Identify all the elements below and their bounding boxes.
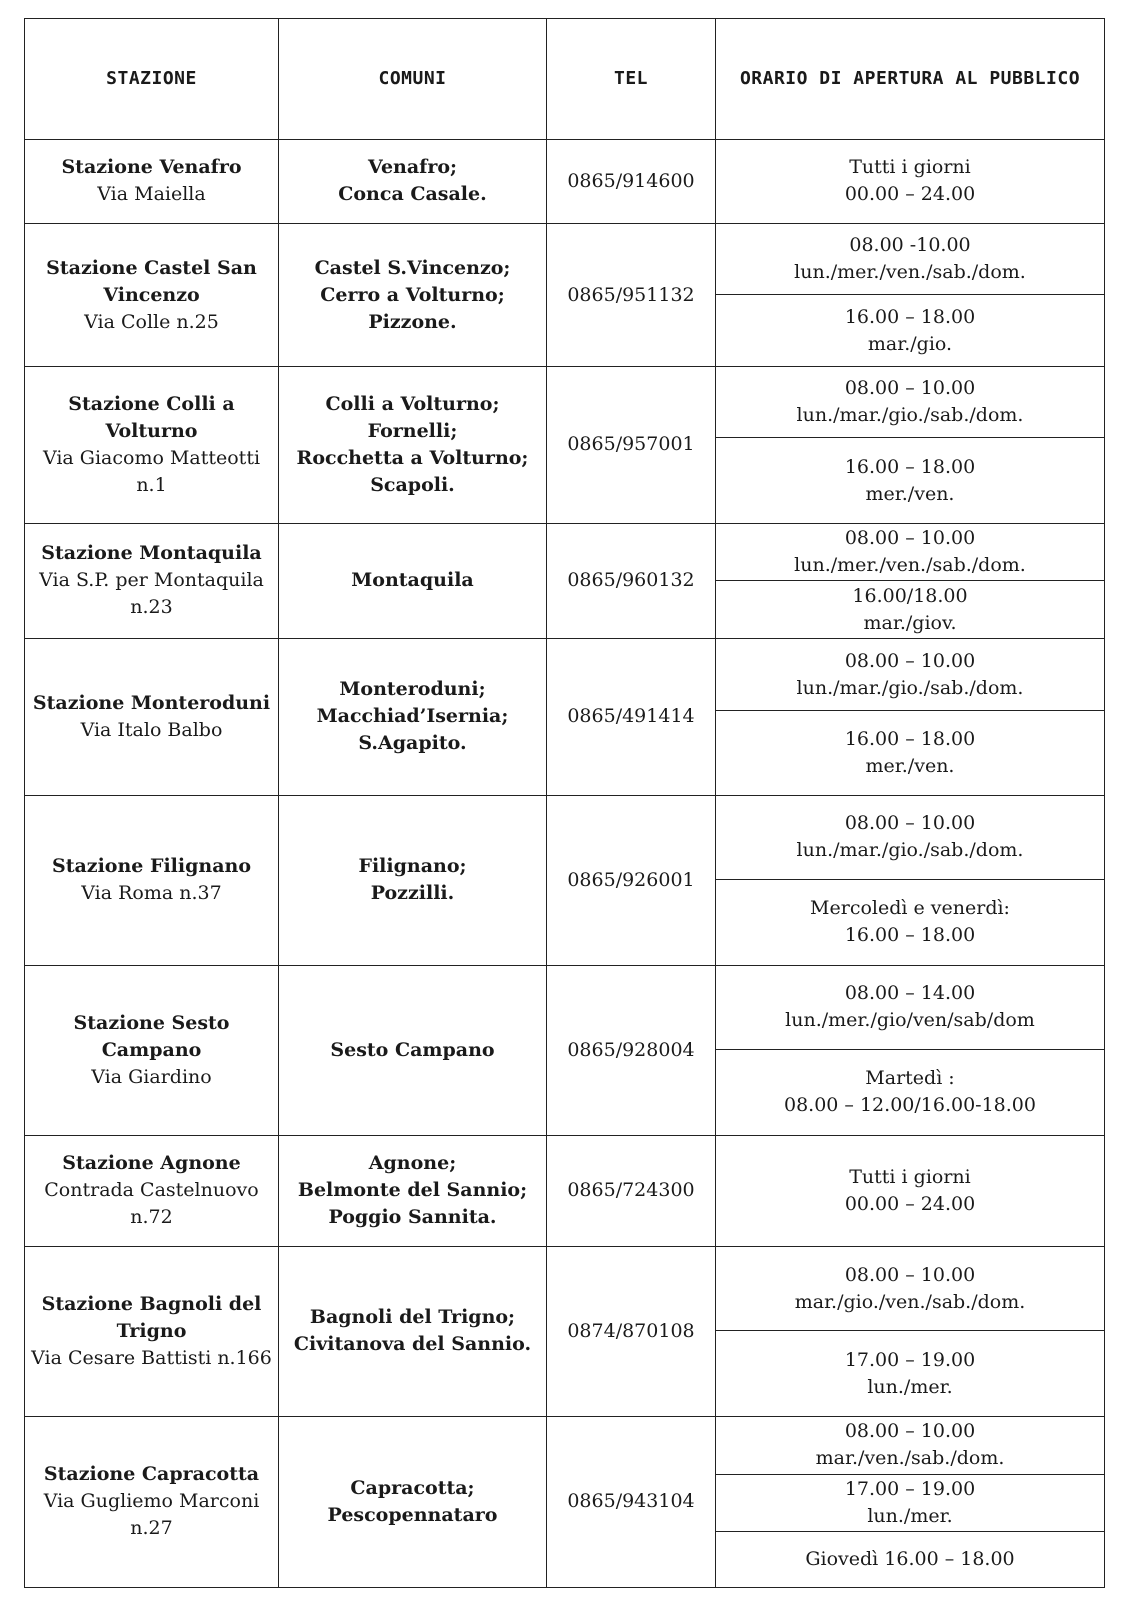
hours-line: 17.00 – 19.00 [844, 1477, 976, 1500]
hours-line: 08.00 – 10.00 [844, 377, 976, 400]
comune-name: Monteroduni; [339, 678, 486, 701]
station-cell [25, 139, 279, 223]
station-address: Via Maiella [97, 183, 206, 206]
hours-cell [716, 965, 1105, 1049]
hours-line: Giovedì 16.00 – 18.00 [805, 1548, 1015, 1571]
station-cell [25, 367, 279, 524]
comune-name: Belmonte del Sannio; [297, 1179, 528, 1202]
hours-line: Tutti i giorni [849, 156, 971, 179]
comune-name: Pozzilli. [370, 882, 455, 905]
hours-cell [716, 880, 1105, 966]
station-address: Contrada Castelnuovo n.72 [44, 1179, 259, 1229]
hours-cell [716, 1331, 1105, 1417]
tel-cell: 0874/870108 [547, 1246, 716, 1416]
header-orario: ORARIO DI APERTURA AL PUBBLICO [716, 19, 1105, 140]
hours-line: lun./mer./ven./sab./dom. [794, 261, 1026, 284]
hours-line: Mercoledì e venerdì: [810, 897, 1010, 920]
comune-name: Civitanova del Sannio. [293, 1333, 532, 1356]
hours-line: mar./ven./sab./dom. [815, 1447, 1005, 1470]
hours-line: mar./gio./ven./sab./dom. [794, 1290, 1026, 1313]
hours-line: lun./mar./gio./sab./dom. [796, 676, 1024, 699]
hours-cell [716, 295, 1105, 367]
station-name: Stazione Montaquila [41, 542, 262, 565]
station-address: Via Gugliemo Marconi n.27 [43, 1490, 260, 1540]
hours-line: Martedì : [865, 1067, 955, 1090]
comuni-cell [279, 224, 547, 367]
station-cell [25, 224, 279, 367]
station-name: Stazione Capracotta [43, 1463, 260, 1486]
hours-cell [716, 795, 1105, 879]
station-cell [25, 639, 279, 796]
comune-name: Fornelli; [367, 419, 458, 442]
hours-cell [716, 367, 1105, 438]
station-name: Stazione Agnone [62, 1152, 241, 1175]
comune-name: Agnone; [368, 1152, 457, 1175]
comune-name: Rocchetta a Volturno; [296, 446, 529, 469]
tel-cell: 0865/724300 [547, 1135, 716, 1246]
tel-cell: 0865/926001 [547, 795, 716, 965]
station-address: Via Roma n.37 [81, 882, 222, 905]
hours-line: 08.00 – 10.00 [844, 812, 976, 835]
hours-line: 16.00 – 18.00 [844, 924, 976, 947]
table-row [25, 1135, 1105, 1246]
station-address: Via Colle n.25 [84, 310, 219, 333]
tel-cell: 0865/957001 [547, 367, 716, 524]
hours-line: 08.00 – 10.00 [844, 1420, 976, 1443]
hours-line: 08.00 – 12.00/16.00-18.00 [784, 1094, 1036, 1117]
header-comuni: COMUNI [279, 19, 547, 140]
hours-line: 08.00 -10.00 [849, 234, 971, 257]
hours-cell [716, 1135, 1105, 1246]
hours-line: lun./mar./gio./sab./dom. [796, 404, 1024, 427]
hours-cell [716, 224, 1105, 295]
comune-name: Venafro; [367, 156, 458, 179]
comuni-cell [279, 1416, 547, 1587]
hours-cell [716, 438, 1105, 524]
hours-cell [716, 1416, 1105, 1474]
comune-name: Macchiad’Isernia; [316, 705, 509, 728]
station-address: Via Cesare Battisti n.166 [31, 1346, 272, 1369]
station-name: Stazione Monteroduni [32, 691, 271, 714]
hours-line: mar./giov. [863, 611, 957, 634]
comune-name: S.Agapito. [358, 732, 467, 755]
station-address: Via Italo Balbo [80, 718, 223, 741]
table-row [25, 1416, 1105, 1474]
comuni-cell [279, 1135, 547, 1246]
header-tel: TEL [547, 19, 716, 140]
station-name: Stazione Bagnoli del Trigno [41, 1292, 262, 1342]
hours-line: 16.00/18.00 [852, 584, 968, 607]
comune-name: Scapoli. [370, 473, 455, 496]
comune-name: Poggio Sannita. [328, 1206, 497, 1229]
hours-line: mer./ven. [865, 482, 955, 505]
hours-cell [716, 1532, 1105, 1588]
comuni-cell [279, 965, 547, 1135]
station-address: Via Giardino [91, 1065, 212, 1088]
header-row [25, 19, 1105, 140]
comune-name: Filignano; [358, 855, 467, 878]
station-address: Via Giacomo Matteotti n.1 [42, 446, 261, 496]
comuni-cell [279, 367, 547, 524]
station-cell [25, 1416, 279, 1587]
comune-name: Pizzone. [368, 310, 457, 333]
station-name: Stazione Venafro [61, 156, 242, 179]
hours-line: lun./mar./gio./sab./dom. [796, 839, 1024, 862]
hours-line: mar./gio. [867, 332, 953, 355]
hours-line: lun./mer./gio/ven/sab/dom [785, 1009, 1035, 1032]
station-address: Via S.P. per Montaquila n.23 [39, 569, 264, 619]
station-cell [25, 523, 279, 638]
hours-line: 16.00 – 18.00 [844, 727, 976, 750]
tel-cell: 0865/943104 [547, 1416, 716, 1587]
hours-line: lun./mer. [867, 1375, 953, 1398]
hours-line: 08.00 – 10.00 [844, 1263, 976, 1286]
comuni-cell [279, 139, 547, 223]
station-name: Stazione Filignano [51, 855, 252, 878]
hours-cell [716, 523, 1105, 581]
comune-name: Bagnoli del Trigno; [309, 1306, 516, 1329]
hours-line: lun./mer. [867, 1504, 953, 1527]
hours-line: mer./ven. [865, 754, 955, 777]
comuni-cell [279, 1246, 547, 1416]
hours-line: 08.00 – 10.00 [844, 649, 976, 672]
header-stazione: STAZIONE [25, 19, 279, 140]
hours-line: 17.00 – 19.00 [844, 1348, 976, 1371]
station-cell [25, 1135, 279, 1246]
comune-name: Conca Casale. [338, 183, 487, 206]
station-name: Stazione Castel San Vincenzo [46, 256, 257, 306]
comune-name: Montaquila [351, 569, 474, 592]
station-cell [25, 965, 279, 1135]
table-row [25, 795, 1105, 879]
hours-cell [716, 139, 1105, 223]
table-row [25, 224, 1105, 295]
hours-line: lun./mer./ven./sab./dom. [794, 554, 1026, 577]
table-row [25, 965, 1105, 1049]
comune-name: Castel S.Vincenzo; [314, 256, 511, 279]
hours-cell [716, 1474, 1105, 1532]
hours-cell [716, 1246, 1105, 1330]
tel-cell: 0865/491414 [547, 639, 716, 796]
tel-cell: 0865/960132 [547, 523, 716, 638]
comune-name: Sesto Campano [330, 1038, 495, 1061]
station-cell [25, 1246, 279, 1416]
station-name: Stazione Colli a Volturno [68, 392, 235, 442]
table-row [25, 639, 1105, 711]
hours-line: 08.00 – 14.00 [844, 982, 976, 1005]
hours-line: 16.00 – 18.00 [844, 305, 976, 328]
comuni-cell [279, 523, 547, 638]
stations-table [24, 18, 1105, 1588]
hours-cell [716, 581, 1105, 639]
hours-cell [716, 711, 1105, 795]
table-row [25, 367, 1105, 438]
tel-cell: 0865/951132 [547, 224, 716, 367]
stations-table-body [25, 19, 1105, 1588]
hours-line: 00.00 – 24.00 [844, 1192, 976, 1215]
hours-line: Tutti i giorni [849, 1165, 971, 1188]
tel-cell: 0865/928004 [547, 965, 716, 1135]
table-row [25, 1246, 1105, 1330]
comuni-cell [279, 639, 547, 796]
hours-line: 08.00 – 10.00 [844, 527, 976, 550]
tel-cell: 0865/914600 [547, 139, 716, 223]
comuni-cell [279, 795, 547, 965]
station-name: Stazione Sesto Campano [73, 1011, 230, 1061]
station-cell [25, 795, 279, 965]
table-row [25, 139, 1105, 223]
hours-cell [716, 1050, 1105, 1136]
hours-cell [716, 639, 1105, 711]
comune-name: Cerro a Volturno; [320, 283, 505, 306]
comune-name: Pescopennataro [327, 1503, 498, 1526]
hours-line: 00.00 – 24.00 [844, 183, 976, 206]
comune-name: Colli a Volturno; [325, 392, 500, 415]
hours-line: 16.00 – 18.00 [844, 455, 976, 478]
comune-name: Capracotta; [350, 1476, 475, 1499]
table-row [25, 523, 1105, 581]
